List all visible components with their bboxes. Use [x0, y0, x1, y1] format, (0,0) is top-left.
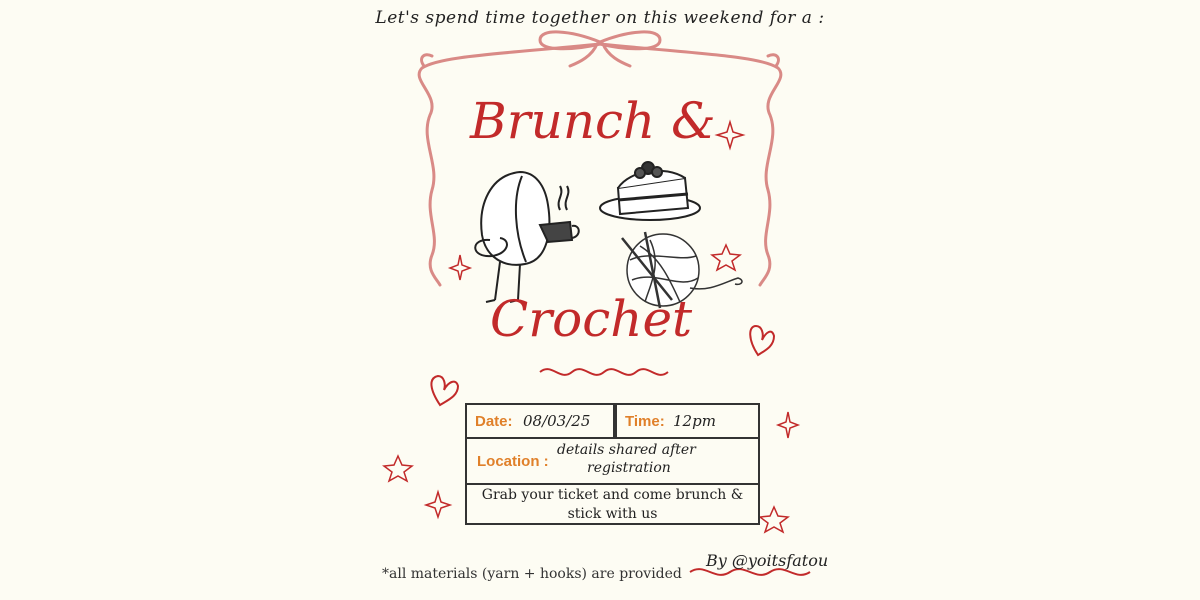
cta-line2: stick with us	[567, 506, 658, 522]
cake-slice-icon	[600, 162, 700, 220]
materials-footnote: *all materials (yarn + hooks) are provided	[382, 566, 682, 582]
location-value-line1: details shared after	[557, 442, 696, 458]
location-value-line2: registration	[587, 460, 671, 476]
cta-line1: Grab your ticket and come brunch &	[481, 487, 744, 503]
author-byline: By @yoitsfatou	[706, 551, 829, 570]
time-value: 12pm	[673, 412, 716, 430]
location-label: Location :	[477, 453, 549, 470]
date-label: Date:	[475, 413, 513, 430]
title-crochet: Crochet	[490, 290, 693, 348]
coffee-bean-character-icon	[475, 172, 579, 302]
cta-text	[465, 486, 760, 524]
location-cell	[465, 437, 760, 485]
time-label: Time:	[625, 413, 665, 430]
date-cell	[465, 403, 615, 439]
title-brunch: Brunch &	[470, 92, 716, 150]
squiggle-divider	[540, 369, 668, 375]
date-value: 08/03/25	[523, 412, 591, 430]
intro-text: Let's spend time together on this weekend for a :	[375, 8, 825, 28]
time-cell	[615, 403, 760, 439]
